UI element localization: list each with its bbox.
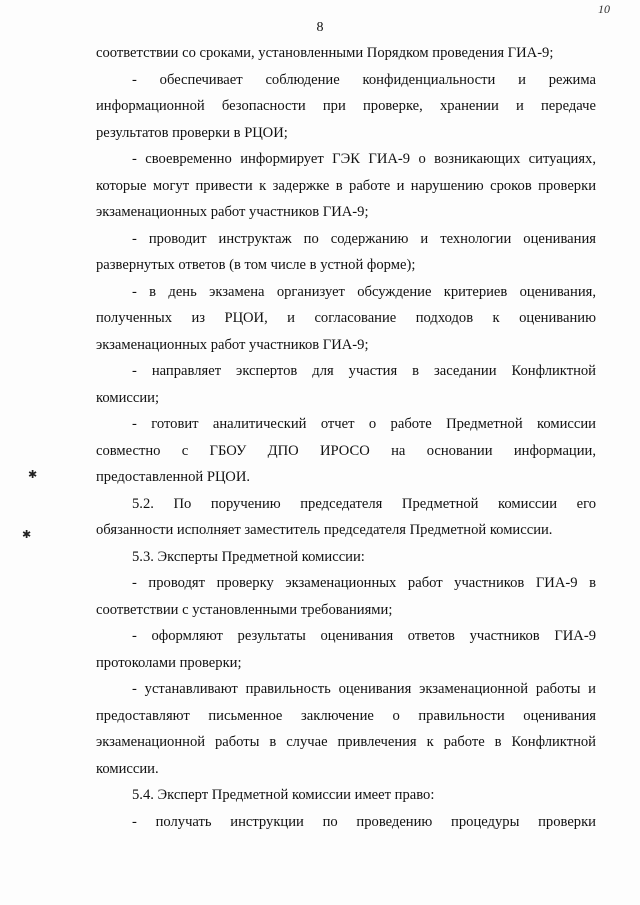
body-text: [96, 40, 596, 835]
text-line: - своевременно информирует ГЭК ГИА-9 о возникающих ситуациях,: [132, 151, 596, 167]
text-line: экзаменационной работы в случае привлечения к работе в Конфликтной: [96, 734, 596, 750]
text-line: обязанности исполняет заместитель председателя Предметной комиссии.: [96, 522, 553, 538]
text-line: комиссии.: [96, 760, 159, 777]
page-number: 8: [316, 20, 324, 35]
text-line: - проводит инструктаж по содержанию и технологии оценивания: [132, 230, 596, 247]
text-line: комиссии;: [96, 389, 160, 406]
text-line: 5.4. Эксперт Предметной комиссии имеет право:: [132, 787, 435, 803]
text-line: 5.2. По поручению председателя Предметной комиссии его: [132, 495, 596, 512]
scan-mark: ✱: [28, 469, 38, 481]
text-line: полученных из РЦОИ, и согласование подходов к оцениванию: [96, 310, 596, 326]
text-line: совместно с ГБОУ ДПО ИРОСО на основании информации,: [96, 442, 596, 459]
text-line: предоставляют письменное заключение о правильности оценивания: [96, 707, 596, 724]
text-line: - обеспечивает соблюдение конфиденциальности и режима: [132, 71, 596, 88]
scan-mark: ✱: [22, 529, 32, 541]
text-line: 5.3. Эксперты Предметной комиссии:: [132, 548, 365, 565]
text-line: - оформляют результаты оценивания ответов участников ГИА-9: [132, 628, 596, 644]
text-line: протоколами проверки;: [96, 654, 242, 671]
text-line: информационной безопасности при проверке, хранении и передаче: [96, 98, 596, 114]
text-line: - готовит аналитический отчет о работе Предметной комиссии: [132, 416, 596, 432]
text-line: - получать инструкции по проведению процедуры проверки: [132, 813, 596, 830]
text-line: развернутых ответов (в том числе в устной форме);: [96, 257, 416, 273]
text-line: которые могут привести к задержке в работе и нарушению сроков проверки: [96, 177, 596, 194]
text-line: - устанавливают правильность оценивания экзаменационной работы и: [132, 681, 596, 697]
text-line: результатов проверки в РЦОИ;: [96, 124, 288, 141]
text-line: предоставленной РЦОИ.: [96, 469, 251, 485]
text-line: соответствии с установленными требованиями;: [96, 601, 393, 618]
text-line: соответствии со сроками, установленными Порядком проведения ГИА-9;: [96, 45, 554, 61]
handwritten-page-number: 10: [598, 2, 610, 16]
text-line: экзаменационных работ участников ГИА-9;: [96, 204, 369, 220]
text-line: - направляет экспертов для участия в заседании Конфликтной: [132, 363, 596, 379]
text-line: - в день экзамена организует обсуждение критериев оценивания,: [132, 283, 596, 300]
text-line: экзаменационных работ участников ГИА-9;: [96, 336, 369, 353]
text-line: - проводят проверку экзаменационных работ участников ГИА-9 в: [132, 575, 596, 591]
